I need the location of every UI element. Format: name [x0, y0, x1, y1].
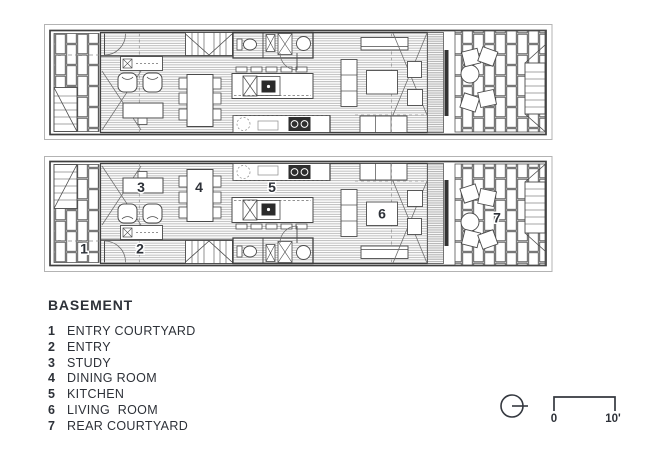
legend-label: STUDY [67, 355, 112, 370]
legend-number: 1 [48, 324, 56, 338]
legend-number: 4 [48, 371, 56, 386]
scale-ten-label: 10' [605, 413, 621, 425]
plan-number-6: 6 [378, 205, 386, 222]
plan-number-1: 1 [80, 240, 88, 257]
north-indicator-icon [501, 395, 528, 417]
plan-number-3: 3 [137, 179, 145, 195]
legend-item-4 [48, 371, 196, 387]
plan-number-7: 7 [493, 209, 501, 226]
plan-number-4: 4 [195, 179, 203, 195]
legend-item-1 [48, 324, 196, 340]
legend-label: KITCHEN [67, 387, 125, 402]
legend-number: 3 [48, 355, 56, 370]
plan-number-5: 5 [268, 179, 276, 195]
floor-plan-lower [45, 157, 553, 272]
legend [48, 297, 196, 435]
legend-number: 5 [48, 387, 56, 402]
scale-zero-label: 0 [550, 413, 558, 425]
legend-item-3 [48, 356, 196, 372]
floor-plan-upper [45, 25, 553, 140]
legend-item-6 [48, 403, 196, 419]
legend-number: 7 [48, 418, 56, 433]
legend-label: ENTRY COURTYARD [67, 324, 196, 338]
legend-number: 6 [48, 402, 56, 417]
legend-label: ENTRY [67, 339, 111, 354]
legend-label: DINING ROOM [67, 371, 157, 386]
plan-number-2: 2 [136, 240, 144, 257]
legend-number: 2 [48, 339, 56, 354]
legend-item-5 [48, 387, 196, 403]
legend-label: LIVING ROOM [67, 402, 159, 417]
plan-title: BASEMENT [48, 297, 133, 313]
legend-item-7 [48, 419, 196, 435]
legend-label: REAR COURTYARD [67, 418, 189, 433]
scale-bar [551, 397, 621, 425]
legend-item-2 [48, 340, 196, 356]
